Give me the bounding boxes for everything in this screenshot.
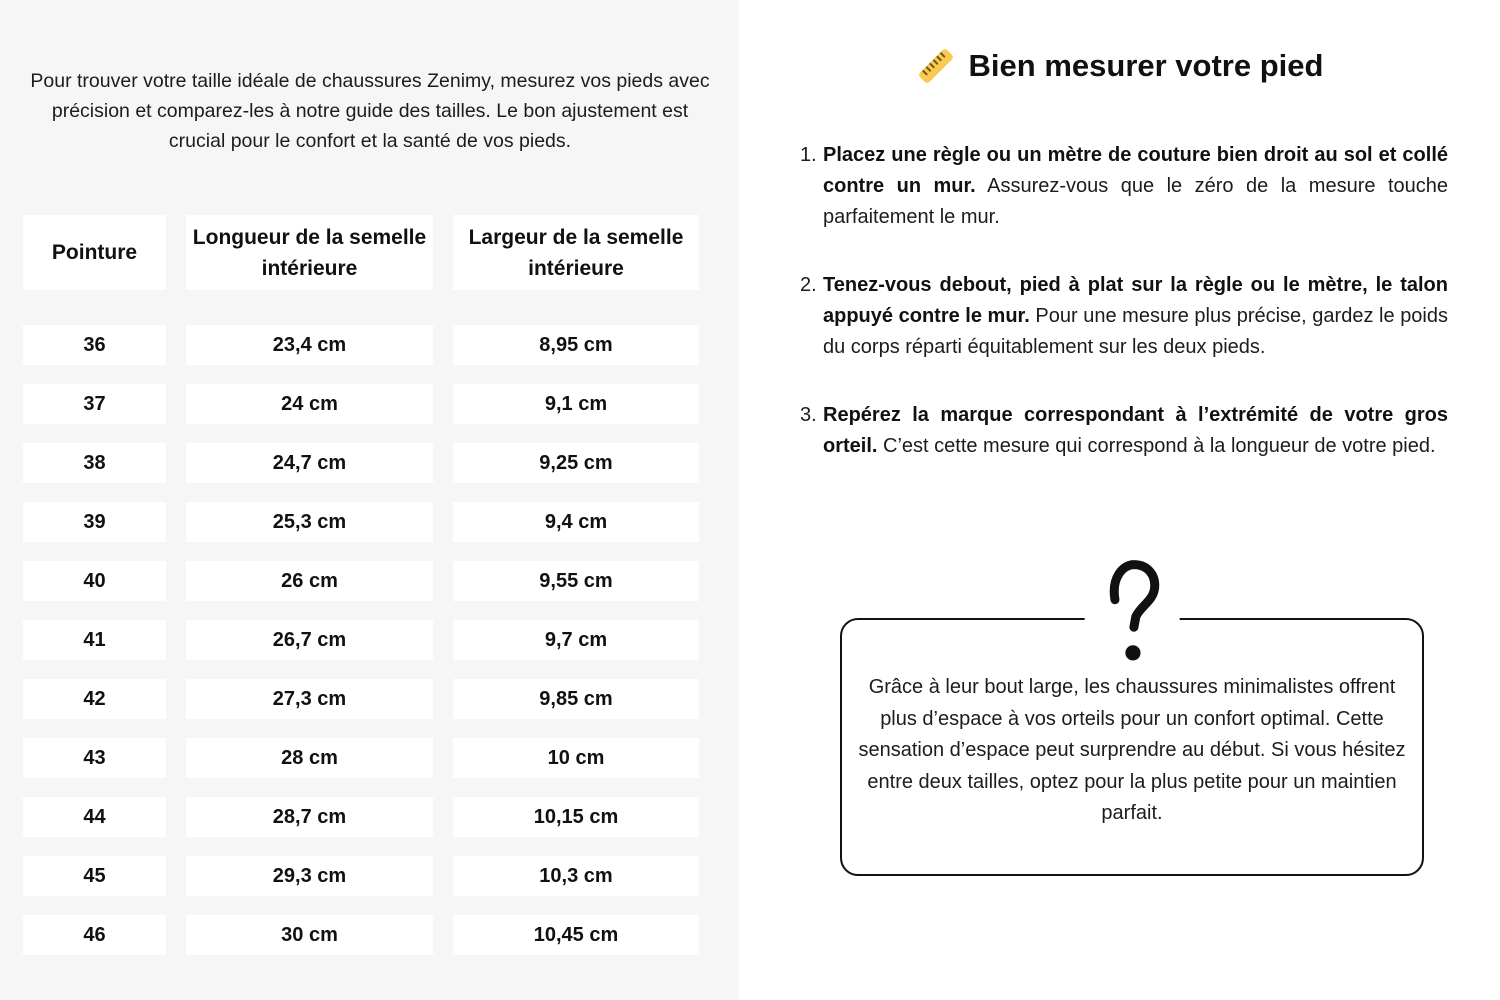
measuring-step [800, 400, 1448, 462]
size-table [23, 215, 700, 955]
table-cell: 10,45 cm [453, 915, 699, 955]
table-row [23, 561, 700, 601]
table-cell: 8,95 cm [453, 325, 699, 365]
table-cell: 28,7 cm [186, 797, 433, 837]
table-header-cell: Largeur de la semelle intérieure [453, 215, 699, 290]
measuring-steps [800, 140, 1448, 499]
step-text [823, 270, 1448, 363]
ruler-icon [916, 46, 956, 86]
table-row [23, 443, 700, 483]
table-cell: 24 cm [186, 384, 433, 424]
table-header-cell: Longueur de la semelle intérieure [186, 215, 433, 290]
step-bold-text: Tenez-vous debout, pied à plat sur la règle ou le mètre, le talon appuyé contre le mur. [823, 274, 1448, 327]
table-cell: 9,55 cm [453, 561, 699, 601]
question-mark-icon [1085, 558, 1180, 668]
table-cell: 29,3 cm [186, 856, 433, 896]
step-bold-text: Repérez la marque correspondant à l’extrémité de votre gros orteil. [823, 404, 1448, 457]
step-text [823, 400, 1448, 462]
table-cell: 45 [23, 856, 166, 896]
table-cell: 10 cm [453, 738, 699, 778]
table-cell: 9,1 cm [453, 384, 699, 424]
step-regular-text: Assurez-vous que le zéro de la mesure touche parfaitement le mur. [823, 175, 1448, 228]
tip-box [840, 618, 1424, 876]
step-bold-text: Placez une règle ou un mètre de couture bien droit au sol et collé contre un mur. [823, 144, 1448, 197]
size-table-header-row [23, 215, 700, 290]
table-cell: 10,3 cm [453, 856, 699, 896]
step-text [823, 140, 1448, 233]
table-cell: 26 cm [186, 561, 433, 601]
size-table-body [23, 325, 700, 955]
measuring-step [800, 270, 1448, 363]
step-number: 1. [800, 144, 817, 166]
table-cell: 9,7 cm [453, 620, 699, 660]
table-cell: 40 [23, 561, 166, 601]
tip-text: Grâce à leur bout large, les chaussures minimalistes offrent plus d’espace à vos orteils pour un confort optimal. Cette sensation d’espace peut surprendre au début. Si vous hésitez entre deux tailles, optez pour la plus petite pour un maintien parfait. [858, 676, 1406, 824]
step-number: 2. [800, 274, 817, 296]
size-table-panel [0, 0, 739, 1000]
table-cell: 24,7 cm [186, 443, 433, 483]
intro-text: Pour trouver votre taille idéale de chaussures Zenimy, mesurez vos pieds avec précision et comparez-les à notre guide des tailles. Le bon ajustement est crucial pour le confort et la santé de vos pieds. [30, 70, 710, 152]
table-cell: 28 cm [186, 738, 433, 778]
table-row [23, 384, 700, 424]
table-cell: 9,85 cm [453, 679, 699, 719]
table-cell: 30 cm [186, 915, 433, 955]
table-cell: 9,4 cm [453, 502, 699, 542]
table-cell: 39 [23, 502, 166, 542]
table-cell: 27,3 cm [186, 679, 433, 719]
table-row [23, 738, 700, 778]
measuring-guide-panel [739, 0, 1500, 1000]
step-regular-text: C’est cette mesure qui correspond à la longueur de votre pied. [883, 435, 1436, 457]
table-cell: 43 [23, 738, 166, 778]
table-row [23, 679, 700, 719]
table-cell: 37 [23, 384, 166, 424]
table-row [23, 915, 700, 955]
table-row [23, 797, 700, 837]
table-row [23, 325, 700, 365]
table-header-cell: Pointure [23, 215, 166, 290]
table-cell: 10,15 cm [453, 797, 699, 837]
step-regular-text: Pour une mesure plus précise, gardez le poids du corps réparti équitablement sur les deux pieds. [823, 305, 1449, 358]
table-cell: 41 [23, 620, 166, 660]
table-cell: 26,7 cm [186, 620, 433, 660]
table-row [23, 856, 700, 896]
table-cell: 25,3 cm [186, 502, 433, 542]
table-cell: 9,25 cm [453, 443, 699, 483]
table-cell: 46 [23, 915, 166, 955]
table-row [23, 620, 700, 660]
section-title [739, 46, 1500, 86]
table-row [23, 502, 700, 542]
section-title-text: Bien mesurer votre pied [968, 48, 1324, 83]
table-cell: 44 [23, 797, 166, 837]
table-cell: 36 [23, 325, 166, 365]
table-cell: 42 [23, 679, 166, 719]
measuring-step [800, 140, 1448, 233]
step-number: 3. [800, 404, 817, 426]
table-cell: 23,4 cm [186, 325, 433, 365]
table-cell: 38 [23, 443, 166, 483]
